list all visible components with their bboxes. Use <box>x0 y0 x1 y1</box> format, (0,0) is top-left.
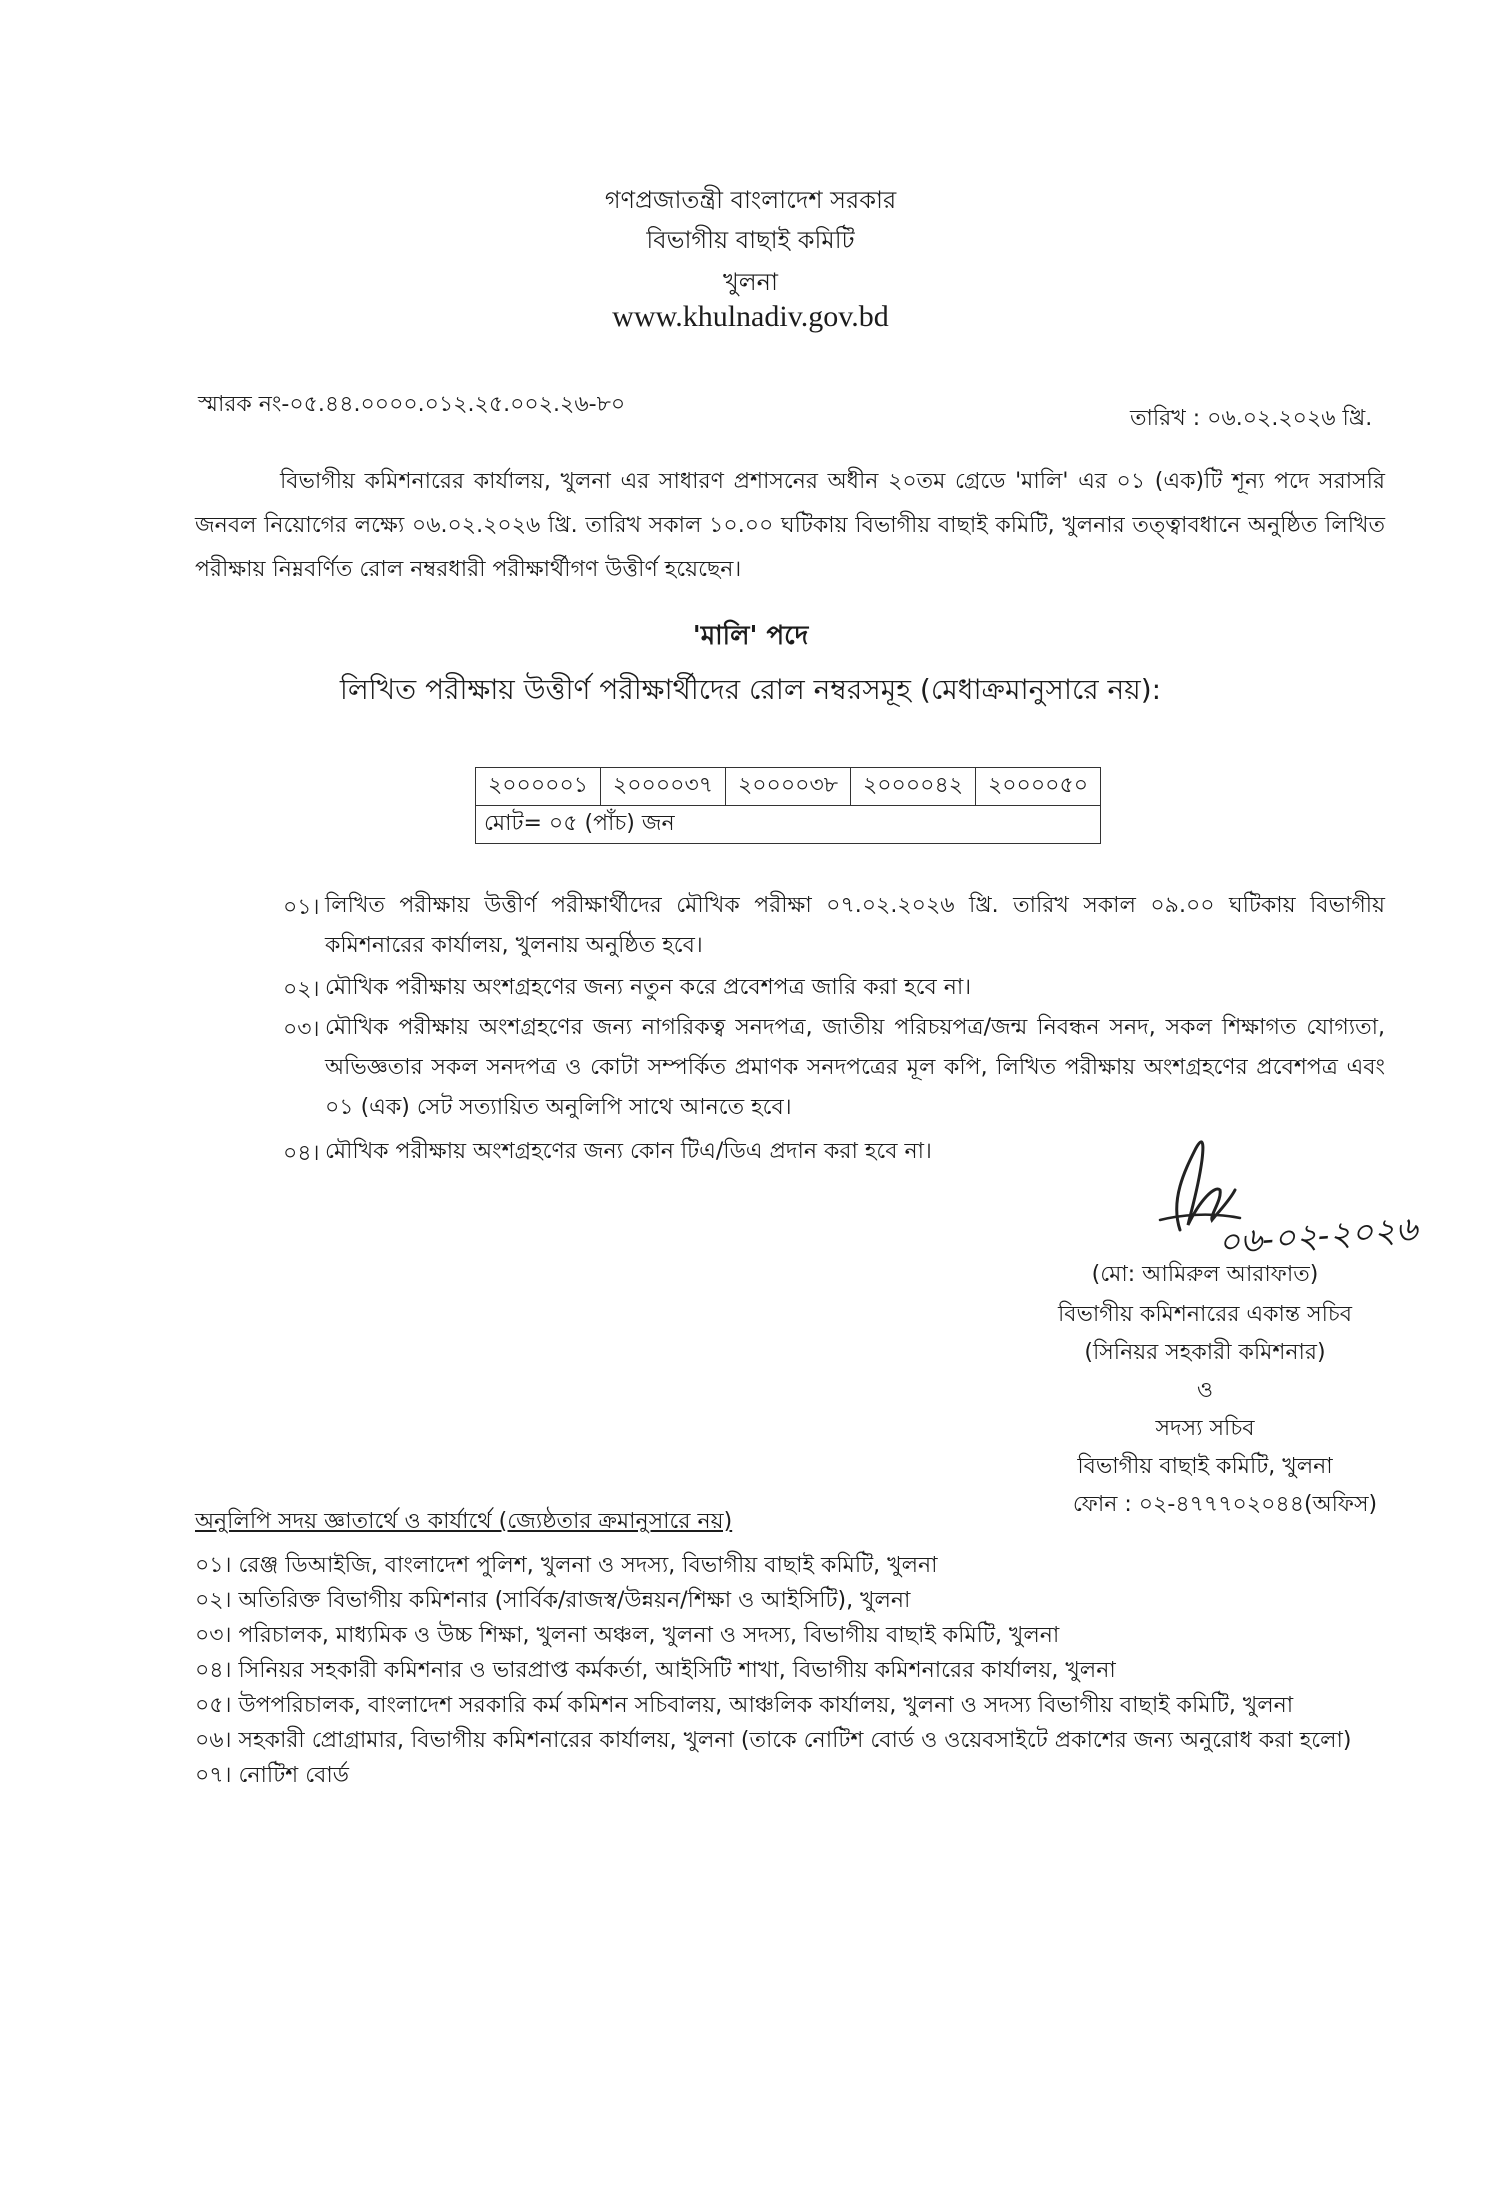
signatory-phone: ফোন : ০২-৪৭৭৭০২০৪৪(অফিস) <box>1072 1492 1378 1517</box>
note-number: ০২। <box>283 977 320 1002</box>
list-item: ০৫। উপপরিচালক, বাংলাদেশ সরকারি কর্ম কমিশন সচিবালয়, আঞ্চলিক কার্যালয়, খুলনা ও সদস্য বিভাগীয় বাছাই কমিটি, খুলনা <box>195 1693 1294 1718</box>
city-title: খুলনা <box>723 268 778 296</box>
signatory-designation: বিভাগীয় কমিশনারের একান্ত সচিব <box>1057 1302 1353 1327</box>
govt-title: গণপ্রজাতন্ত্রী বাংলাদেশ সরকার <box>604 186 897 214</box>
total-cell: মোট= ০৫ (পাঁচ) জন <box>476 806 1101 844</box>
list-item: ০৩। পরিচালক, মাধ্যমিক ও উচ্চ শিক্ষা, খুলনা অঞ্চল, খুলনা ও সদস্য, বিভাগীয় বাছাই কমিটি, খুলনা <box>195 1623 1060 1648</box>
roll-table <box>475 767 1101 844</box>
committee-title: বিভাগীয় বাছাই কমিটি <box>646 226 855 254</box>
memo-date: তারিখ : ০৬.০২.২০২৬ খ্রি. <box>1130 406 1373 431</box>
signatory-designation: সদস্য সচিব <box>1155 1416 1255 1441</box>
roll-cell: ২০০০০৫০ <box>976 768 1101 806</box>
website-link[interactable]: www.khulnadiv.gov.bd <box>612 300 889 333</box>
note-text: মৌখিক পরীক্ষায় অংশগ্রহণের জন্য নতুন করে প্রবেশপত্র জারি করা হবে না। <box>325 975 972 1000</box>
signatory-designation: বিভাগীয় বাছাই কমিটি, খুলনা <box>1077 1454 1333 1479</box>
note-text: মৌখিক পরীক্ষায় অংশগ্রহণের জন্য নাগরিকত্ব সনদপত্র, জাতীয় পরিচয়পত্র/জন্ম নিবন্ধন সনদ, সকল শিক্ষাগত যোগ্যতা, অভিজ্ঞতার সকল সনদপত্র ও কোটা সম্পর্কিত প্রমাণক সনদপত্রের মূল কপি, লিখিত পরীক্ষায় অংশগ্রহণের প্রবেশপত্র এবং ০১ (এক) সেট সত্যায়িত অনুলিপি সাথে আনতে হবে। <box>325 1015 1385 1120</box>
list-item: ০৬। সহকারী প্রোগ্রামার, বিভাগীয় কমিশনারের কার্যালয়, খুলনা (তাকে নোটিশ বোর্ড ও ওয়েবসাইটে প্রকাশের জন্য অনুরোধ করা হলো) <box>195 1728 1352 1753</box>
signatory-designation: (সিনিয়র সহকারী কমিশনার) <box>1084 1340 1326 1365</box>
list-item: ০১। রেঞ্জ ডিআইজি, বাংলাদেশ পুলিশ, খুলনা ও সদস্য, বিভাগীয় বাছাই কমিটি, খুলনা <box>195 1553 938 1578</box>
signatory-name: (মো: আমিরুল আরাফাত) <box>1091 1262 1319 1287</box>
table-row <box>476 768 1101 806</box>
list-item: ০২। অতিরিক্ত বিভাগীয় কমিশনার (সার্বিক/রাজস্ব/উন্নয়ন/শিক্ষা ও আইসিটি), খুলনা <box>195 1588 911 1613</box>
copies-list <box>195 1548 1351 1793</box>
note-number: ০৪। <box>283 1141 320 1166</box>
note-number: ০১। <box>283 895 320 920</box>
copies-heading: অনুলিপি সদয় জ্ঞাতার্থে ও কার্যার্থে (জ্যেষ্ঠতার ক্রমানুসারে নয়) <box>195 1509 733 1534</box>
roll-cell: ২০০০০০১ <box>476 768 601 806</box>
roll-cell: ২০০০০৩৭ <box>601 768 726 806</box>
table-row <box>476 806 1101 844</box>
roll-cell: ২০০০০৪২ <box>851 768 976 806</box>
roll-cell: ২০০০০৩৮ <box>726 768 851 806</box>
list-subtitle: লিখিত পরীক্ষায় উত্তীর্ণ পরীক্ষার্থীদের রোল নম্বরসমূহ (মেধাক্রমানুসারে নয়): <box>339 673 1162 706</box>
list-item: ০৭। নোটিশ বোর্ড <box>195 1763 349 1788</box>
list-item: ০৪। সিনিয়র সহকারী কমিশনার ও ভারপ্রাপ্ত কর্মকর্তা, আইসিটি শাখা, বিভাগীয় কমিশনারের কার্যালয়, খুলনা <box>195 1658 1116 1683</box>
note-number: ০৩। <box>283 1017 320 1042</box>
post-title: 'মালি' পদে <box>692 621 809 651</box>
note-text: মৌখিক পরীক্ষায় অংশগ্রহণের জন্য কোন টিএ/ডিএ প্রদান করা হবে না। <box>325 1139 932 1164</box>
intro-paragraph: বিভাগীয় কমিশনারের কার্যালয়, খুলনা এর সাধারণ প্রশাসনের অধীন ২০তম গ্রেডে 'মালি' এর ০১ (এক)টি শূন্য পদে সরাসরি জনবল নিয়োগের লক্ষ্যে ০৬.০২.২০২৬ খ্রি. তারিখ সকাল ১০.০০ ঘটিকায় বিভাগীয় বাছাই কমিটি, খুলনার তত্ত্বাবধানে অনুষ্ঠিত লিখিত পরীক্ষায় নিম্নবর্ণিত রোল নম্বরধারী পরীক্ষার্থীগণ উত্তীর্ণ হয়েছেন। <box>195 469 1385 582</box>
handwritten-date: ০৬-০২-২০২৬ <box>1216 1209 1419 1263</box>
note-text: লিখিত পরীক্ষায় উত্তীর্ণ পরীক্ষার্থীদের মৌখিক পরীক্ষা ০৭.০২.২০২৬ খ্রি. তারিখ সকাল ০৯.০০ ঘটিকায় বিভাগীয় কমিশনারের কার্যালয়, খুলনায় অনুষ্ঠিত হবে। <box>325 893 1385 958</box>
signatory-conjunction: ও <box>1196 1378 1214 1403</box>
memo-number: স্মারক নং-০৫.৪৪.০০০০.০১২.২৫.০০২.২৬-৮০ <box>198 392 626 417</box>
